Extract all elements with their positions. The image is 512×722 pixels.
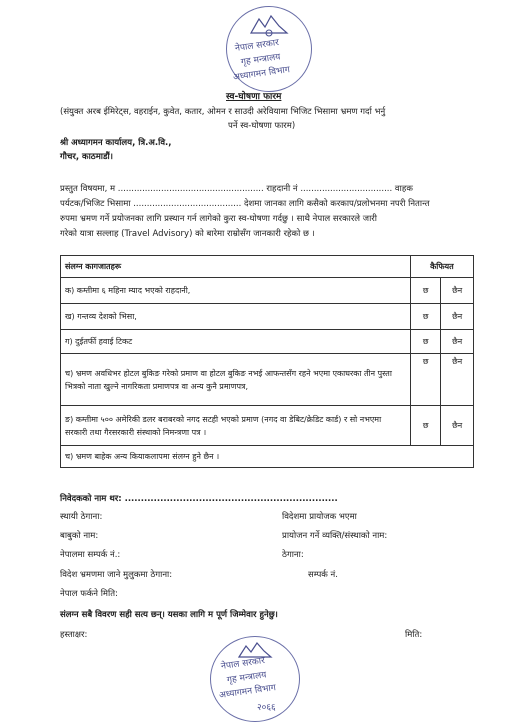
- table-row: [61, 446, 474, 468]
- stamp-line-2: गृह मन्त्रालय: [240, 52, 282, 68]
- declaration-text: संलग्न सबै विवरण सही सत्य छन्। यसका लागि म पूर्ण जिम्मेवार हुनेछु।: [60, 610, 278, 620]
- table-row: [61, 278, 474, 304]
- yes-option[interactable]: छ: [410, 330, 441, 354]
- body-line-3: रुपमा भ्रमण गर्ने प्रयोजनका लागि प्रस्थान गर्न लागेको कुरा स्व-घोषणा गर्दछु । साथै नेपाल सरकारले जारी: [60, 214, 377, 224]
- top-stamp: [226, 6, 312, 92]
- row-text: क) कम्तीमा ६ महिना म्याद भएको राहदानी,: [61, 278, 411, 304]
- no-option[interactable]: छैन: [441, 278, 474, 304]
- no-option[interactable]: छैन: [441, 304, 474, 330]
- permanent-address-label: स्थायी ठेगाना:: [60, 512, 103, 522]
- emblem-icon: [249, 13, 289, 37]
- form-title: स्व-घोषणा फारम: [226, 92, 282, 102]
- row-text: ग) दुईतर्फी हवाई टिकट: [61, 330, 411, 354]
- subtitle-line-2: पर्ने स्व-घोषणा फारम): [228, 121, 296, 131]
- nepal-contact-label: नेपालमा सम्पर्क नं.:: [60, 550, 121, 560]
- applicant-name-label: निवेदकको नाम थर: ..................................................................: [60, 494, 338, 504]
- sponsor-label: विदेशमा प्रायोजक भएमा: [282, 512, 357, 522]
- header-remarks: कैफियत: [410, 256, 473, 278]
- table-row: [61, 330, 474, 354]
- no-option[interactable]: छैन: [441, 406, 474, 446]
- body-line-4: गरेको यात्रा सल्लाह (Travel Advisory) को बारेमा राम्रोसँग जानकारी रहेको छ ।: [60, 229, 315, 239]
- no-option[interactable]: छैन: [441, 354, 474, 406]
- date-label: मिति:: [405, 630, 423, 640]
- signature-label: हस्ताक्षर:: [60, 630, 88, 640]
- yes-option[interactable]: छ: [410, 354, 441, 406]
- body-line-1: प्रस्तुत विषयमा, म ...................................................... राहदानी नं .................................. वाहक: [60, 184, 413, 194]
- bottom-stamp: [210, 636, 300, 722]
- table-row: [61, 406, 474, 446]
- contact-label: सम्पर्क नं.: [308, 570, 338, 580]
- yes-option[interactable]: छ: [410, 406, 441, 446]
- row-text: च) भ्रमण बाहेक अन्य कियाकलापमा संलग्न हुने छैन ।: [61, 446, 474, 468]
- body-line-2: पर्यटक/भिजिट भिसामा ........................................ देशमा जानका लागि कसैको करकाप/प्रलोभनमा नपरी नितान्त: [60, 199, 430, 209]
- documents-table: [60, 255, 474, 468]
- row-text: च) भ्रमण अवधिभर होटल बुकिङ गरेको प्रमाण वा होटल बुकिङ नभई आफन्तसँग रहने भएमा एकाघरका तीन पुस्ता भित्रको नाता खुल्ने नागरिकता प्रमाणपत्र वा अन्य कुनै प्रमाणपत्र,: [61, 354, 411, 406]
- addressee-line-2: गौचर, काठमाडौं।: [60, 152, 113, 162]
- stamp-line-1: नेपाल सरकार: [234, 37, 280, 55]
- table-row: [61, 354, 474, 406]
- subtitle-line-1: (संयुक्त अरब ईमिरेट्स, वहराईन, कुवेत, कतार, ओमन र साउदी अरेवियामा भिजिट भिसामा भ्रमण गर्दा भर्नु: [60, 107, 386, 117]
- yes-option[interactable]: छ: [410, 304, 441, 330]
- stamp-line-2: गृह मन्त्रालय: [226, 670, 268, 686]
- stamp-line-3: अध्यागमन विभाग: [232, 65, 291, 83]
- stamp-line-4: २०६६: [257, 703, 276, 713]
- row-text: ङ) कम्तीमा ५०० अमेरिकी डलर बराबरको नगद सटही भएको प्रमाण (नगद वा डेबिट/क्रेडिट कार्ड) र सो नभएमा सरकारी तथा गैरसरकारी संस्थाको निमन्त्रणा पत्र ।: [61, 406, 411, 446]
- header-documents-label: संलग्न कागजातहरू: [65, 262, 122, 271]
- table-row: [61, 304, 474, 330]
- return-date-label: नेपाल फर्कने मिति:: [60, 589, 118, 599]
- header-documents: [61, 256, 411, 278]
- stamp-line-3: अध्यागमन विभाग: [218, 683, 277, 701]
- yes-option[interactable]: छ: [410, 278, 441, 304]
- father-name-label: बाबुको नाम:: [60, 531, 99, 541]
- sponsor-name-label: प्रायोजन गर्ने व्यक्ति/संस्थाको नाम:: [282, 531, 388, 541]
- stamp-line-1: नेपाल सरकार: [220, 655, 266, 673]
- no-option[interactable]: छैन: [441, 330, 474, 354]
- destination-address-label: विदेश भ्रमणमा जाने मुलुकमा ठेगाना:: [60, 570, 173, 580]
- table-header-row: [61, 256, 474, 278]
- address-label: ठेगाना:: [282, 550, 304, 560]
- addressee-line-1: श्री अध्यागमन कार्यालय, त्रि.अ.वि.,: [60, 138, 172, 148]
- row-text: ख) गन्तव्य देशको भिसा,: [61, 304, 411, 330]
